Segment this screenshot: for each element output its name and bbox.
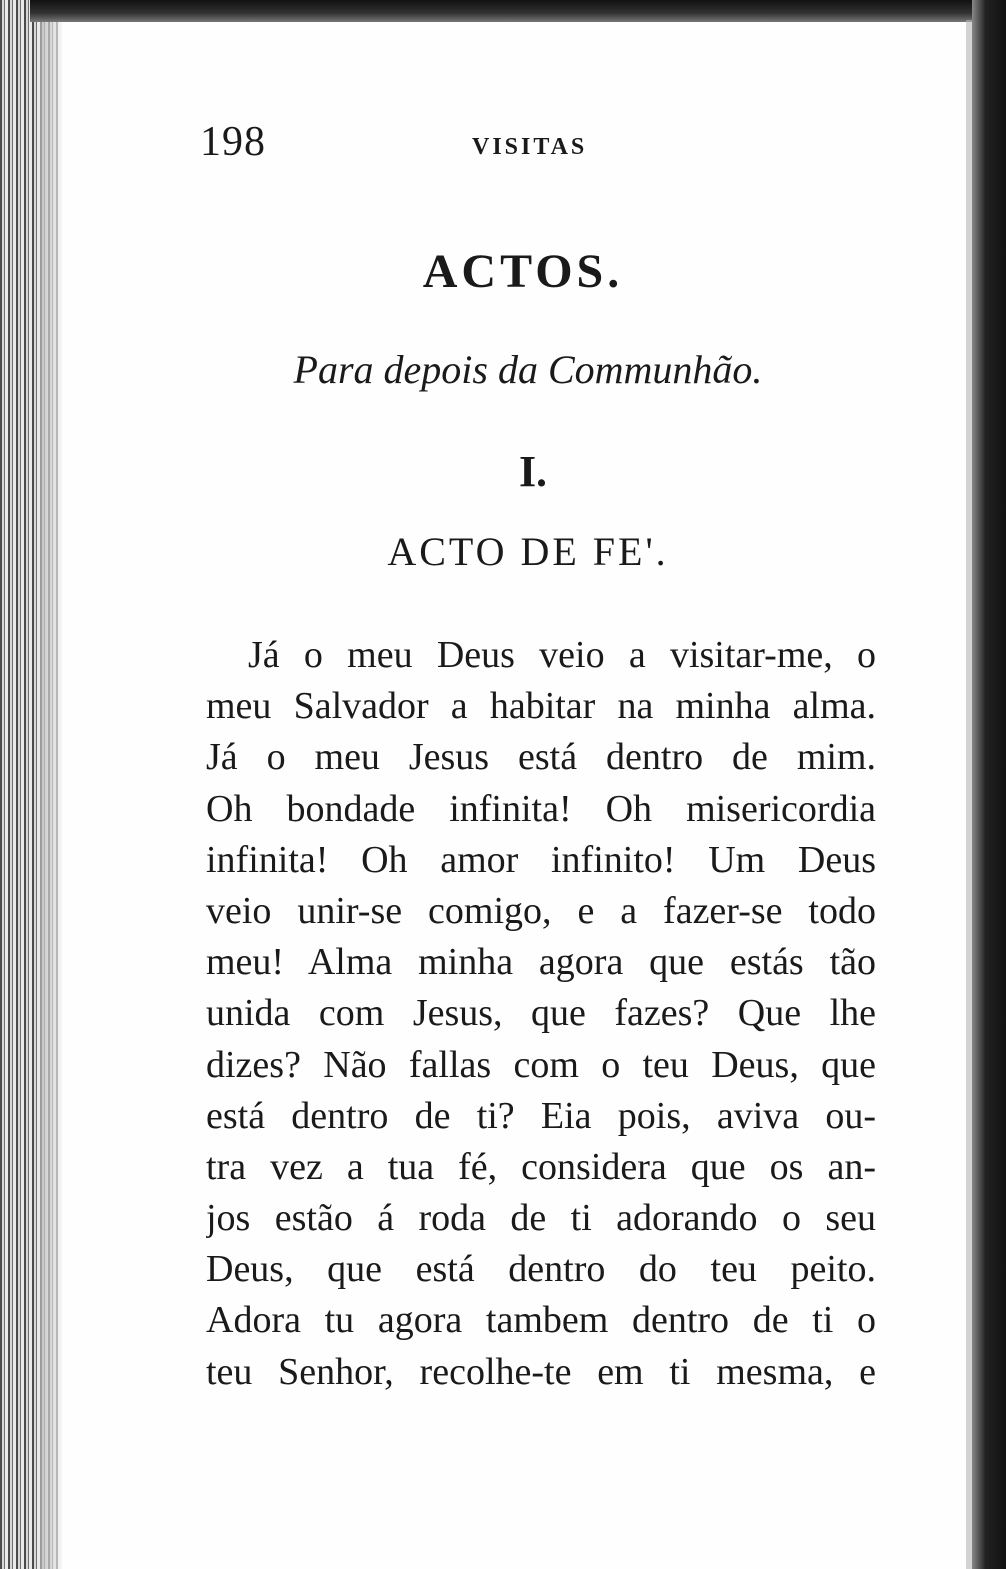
text-line: dizes? Não fallas com o teu Deus, que: [206, 1043, 876, 1086]
text-line: tra vez a tua fé, considera que os an-: [206, 1145, 876, 1188]
text-line: está dentro de ti? Eia pois, aviva ou-: [206, 1094, 876, 1137]
text-line: Oh bondade infinita! Oh misericordia: [206, 787, 876, 830]
running-head: VISITAS: [472, 134, 588, 160]
text-line: unida com Jesus, que fazes? Que lhe: [206, 992, 876, 1035]
text-line: Deus, que está dentro do teu peito.: [206, 1248, 876, 1291]
roman-numeral: I.: [518, 447, 548, 496]
text-line: jos estão á roda de ti adorando o seu: [206, 1197, 876, 1240]
page-header: [200, 118, 900, 178]
text-line: infinita! Oh amor infinito! Um Deus: [206, 838, 876, 881]
subtitle: Para depois da Communhão.: [293, 347, 763, 392]
text-line: Já o meu Deus veio a visitar-me, o: [248, 634, 876, 676]
text-line: teu Senhor, recolhe-te em ti mesma, e: [206, 1350, 876, 1393]
section-title: ACTOS.: [422, 245, 624, 298]
text-line: meu! Alma minha agora que estás tão: [206, 941, 876, 984]
text-line: veio unir-se comigo, e a fazer-se todo: [206, 889, 876, 932]
binding-shadow: [40, 0, 62, 1569]
text-line: meu Salvador a habitar na minha alma.: [206, 685, 876, 728]
top-edge: [30, 0, 980, 22]
text-line: Adora tu agora tambem dentro de ti o: [206, 1299, 876, 1342]
text-line: Já o meu Jesus está dentro de mim.: [206, 736, 876, 779]
right-edge: [972, 0, 1006, 1569]
act-title: ACTO DE FE'.: [387, 529, 669, 574]
page-number: 198: [200, 119, 266, 165]
body-paragraph: [206, 630, 876, 1398]
